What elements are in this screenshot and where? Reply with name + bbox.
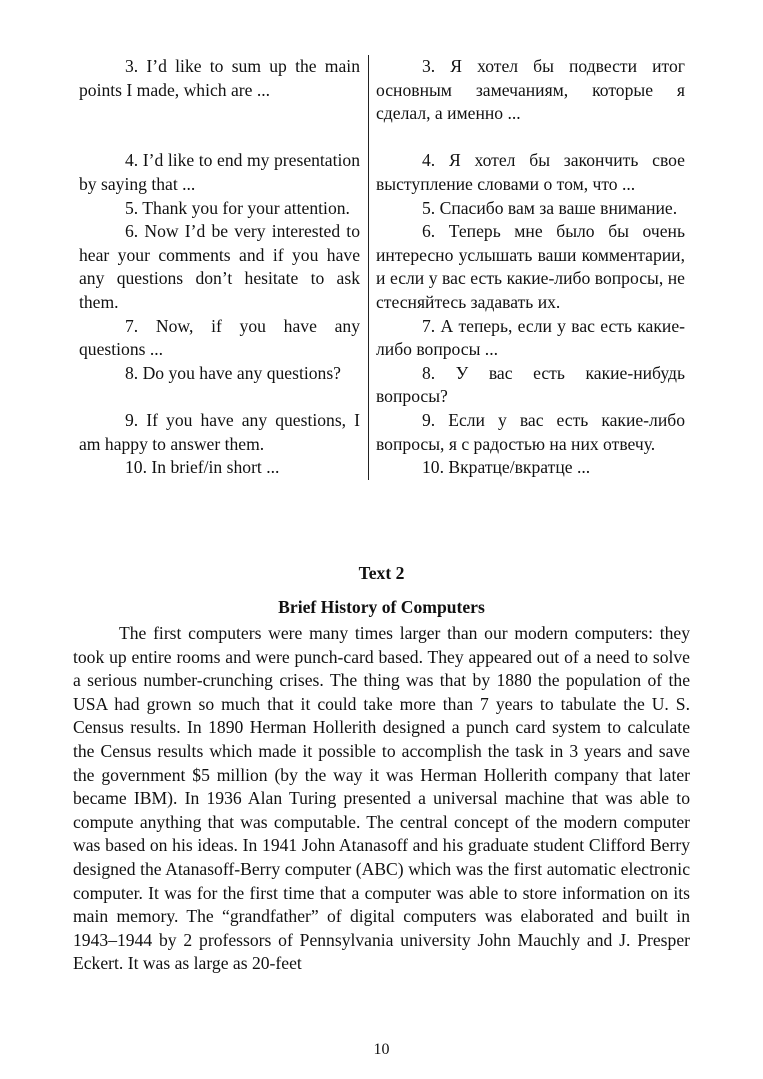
phrase-ru-1: 3. Я хотел бы подвести итог основным замечаниям, которые я сделал, а именно ... [376,56,685,124]
phrase-en-2: 4. I’d like to end my presentation by saying that ... [79,149,369,196]
phrase-ru-4: 6. Теперь мне было бы очень интересно услышать ваши комментарии, и если у вас есть какие-либо вопросы, не стесняйтесь задавать их. [376,221,685,312]
phrase-en-8: 10. In brief/in short ... [79,456,369,480]
phrase-en-1: 3. I’d like to sum up the main points I made, which are ... [79,55,369,149]
phrase-en-7: 9. If you have any questions, I am happy to answer them. [79,409,369,456]
phrase-ru-5: 7. А теперь, если у вас есть какие-либо вопросы ... [376,315,685,360]
phrase-en-6: 8. Do you have any questions? [79,362,369,409]
phrase-ru-2: 4. Я хотел бы закончить свое выступление словами о том, что ... [376,150,685,194]
phrase-en-4: 6. Now I’d be very interested to hear your comments and if you have any questions don’t hesitate to ask them. [79,220,369,314]
phrase-table [79,55,685,480]
phrase-ru-3: 5. Спасибо вам за ваше внимание. [422,197,678,218]
section-title: Brief History of Computers [278,597,485,617]
page-number: 10 [373,1041,390,1058]
text-label: Text 2 [358,563,405,583]
phrase-ru-6: 8. У вас есть какие-нибудь вопросы? [376,362,685,407]
phrase-en-3: 5. Thank you for your attention. [79,197,369,221]
body-paragraph: The first computers were many times larger than our modern computers: they took up entire rooms and were punch-card based. They appeared out of a need to solve a serious number-crunching crises. The thing was that by 1880 the population of the USA had grown so much that it could take more than 7 years to tabulate the U. S. Census results. In 1890 Herman Hollerith designed a punch card system to calculate the Census results which made it possible to accomplish the task in 3 years and save the government $5 million (by the way it was Herman Hollerith company that later became IBM). In 1936 Alan Turing presented a universal machine that was able to compute anything that was computable. The central concept of the modern computer was based on his ideas. In 1941 John Atanasoff and his graduate student Clifford Berry designed the Atanasoff-Berry computer (ABC) which was the first automatic electronic computer. It was for the first time that a computer was able to store information on its main memory. The “grandfather” of digital computers was elaborated and built in 1943–1944 by 2 professors of Pennsylvania university John Mauchly and J. Presper Eckert. It was as large as 20-feet [73,623,690,974]
phrase-ru-8: 10. Вкратце/вкратце ... [422,457,591,478]
phrase-en-5: 7. Now, if you have any questions ... [79,315,369,362]
phrase-ru-7: 9. Если у вас есть какие-либо вопросы, я с радостью на них отвечу. [376,409,685,454]
